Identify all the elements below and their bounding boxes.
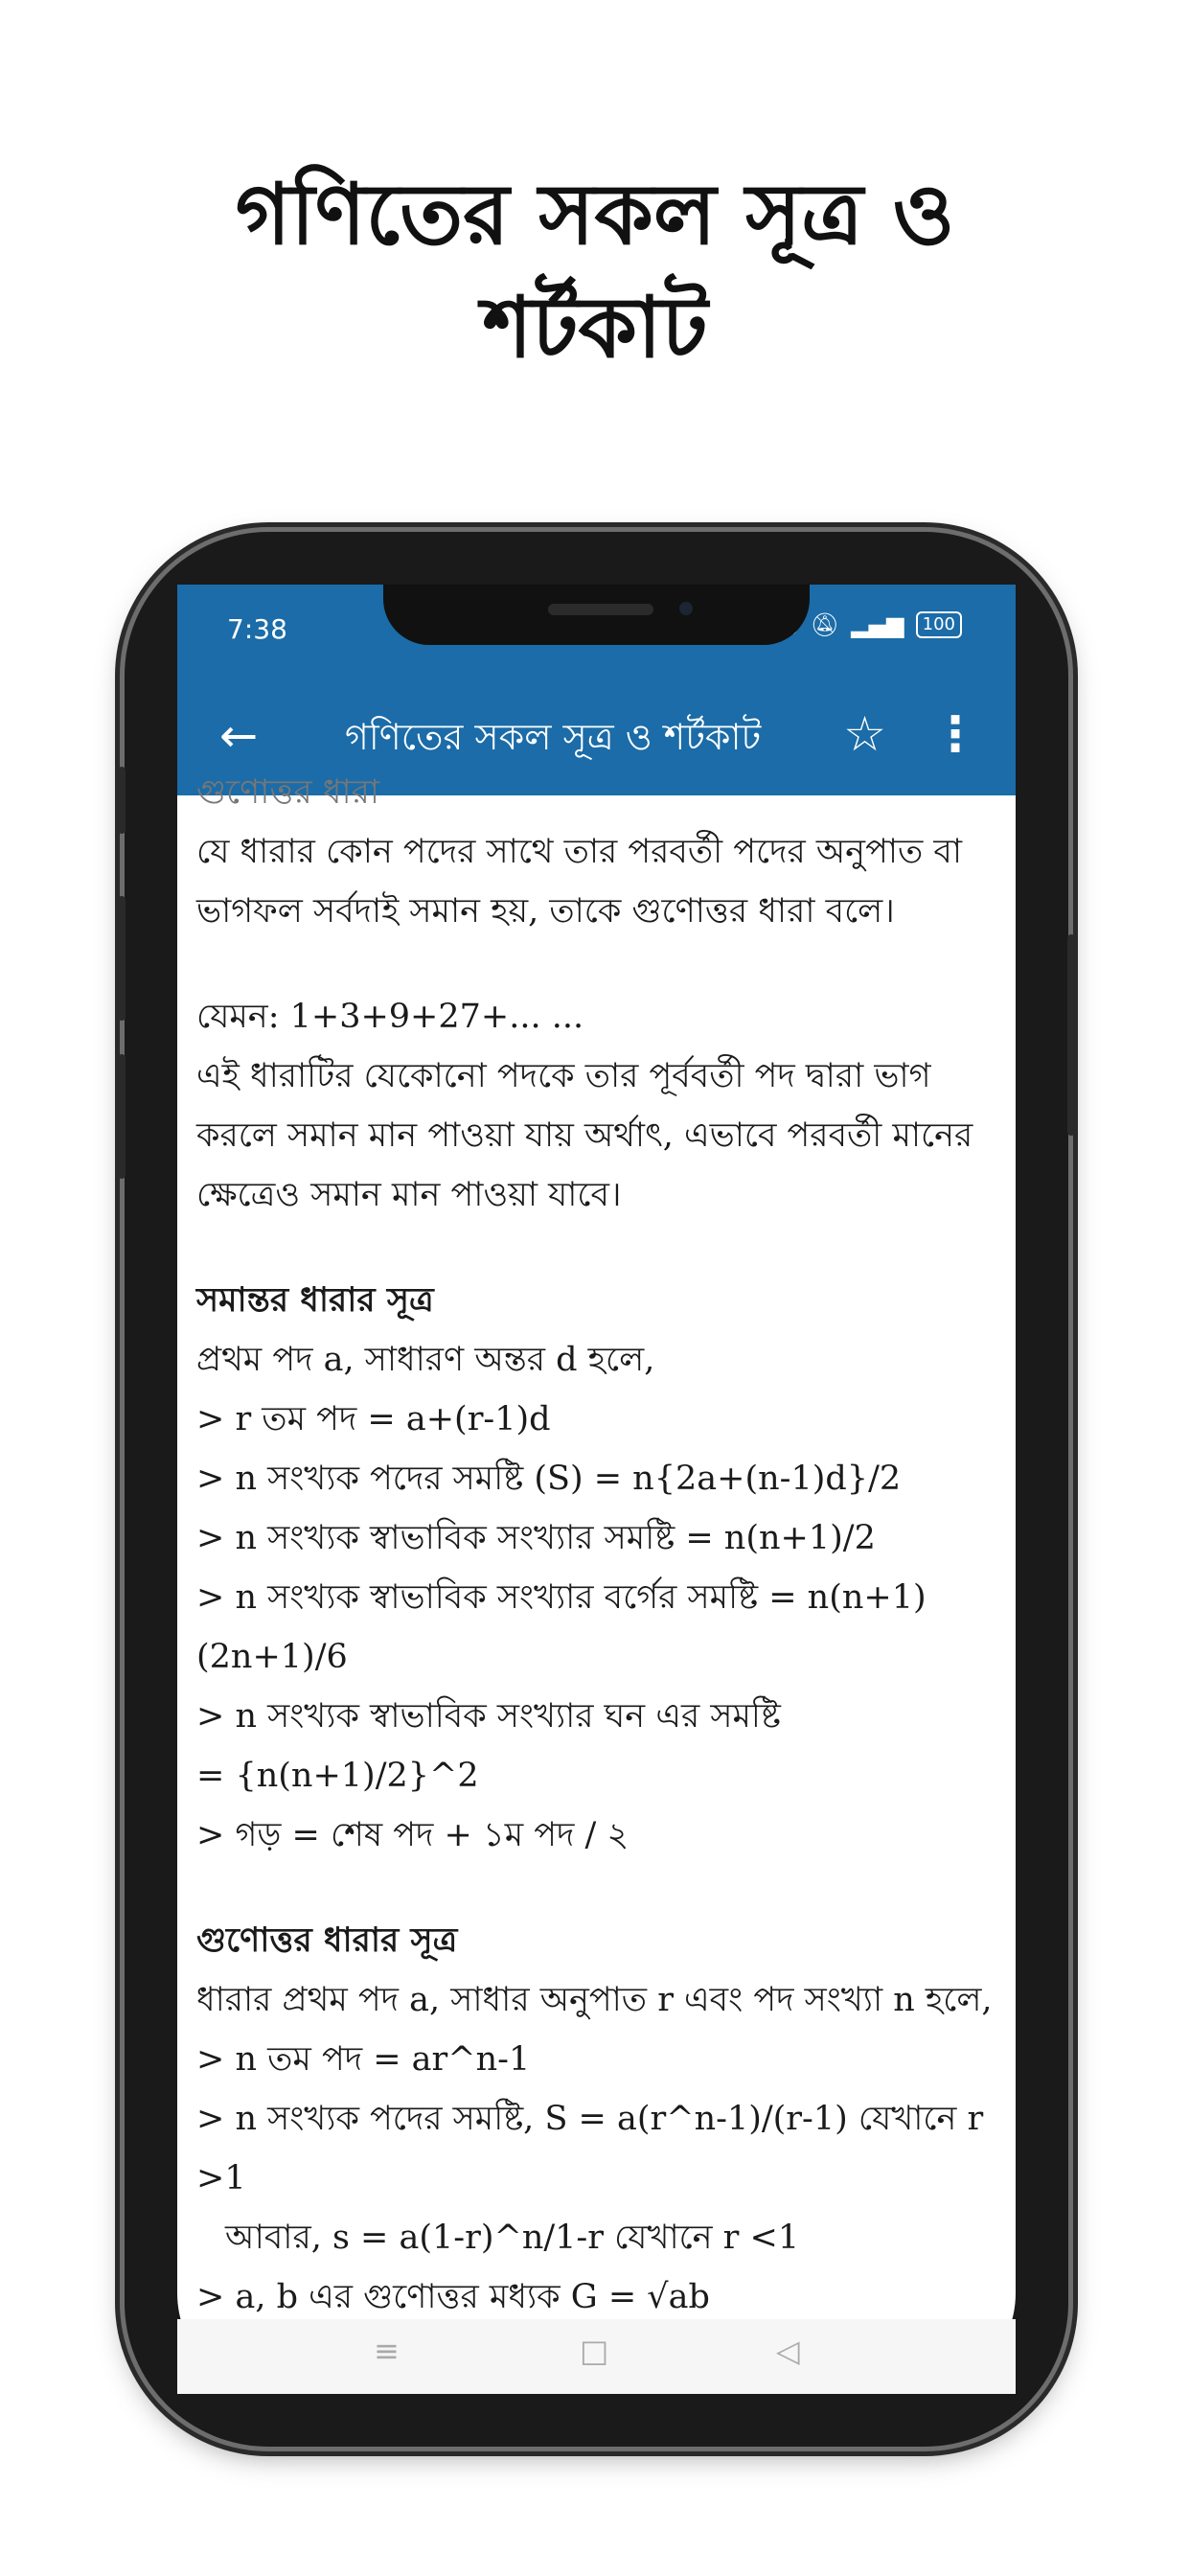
section-heading-arithmetic: সমান্তর ধারার সূত্র (196, 1280, 434, 1320)
camera-notch (383, 585, 810, 645)
blank-line (196, 1225, 996, 1271)
content-line: ক্ষেত্রেও সমান মান পাওয়া যাবে। (196, 1176, 622, 1214)
content-line: যেমন: 1+3+9+27+... ... (196, 998, 584, 1036)
promo-headline (0, 158, 1190, 384)
home-icon[interactable]: □ (580, 2333, 609, 2369)
phone-volume-down (118, 1054, 126, 1179)
app-title: গণিতের সকল সূত্র ও শর্টকাট (345, 716, 762, 758)
battery-icon: 100 (916, 611, 962, 638)
formula-line: >1 (196, 2159, 246, 2197)
formula-line: আবার, s = a(1-r)^n/1-r যেখানে r <1 (225, 2219, 800, 2257)
blank-line (196, 941, 996, 987)
blank-line (196, 1865, 996, 1911)
formula-line: > n সংখ্যক স্বাভাবিক সংখ্যার ঘন এর সমষ্টি (196, 1697, 781, 1736)
formula-line: > n সংখ্যক স্বাভাবিক সংখ্যার সমষ্টি = n(n+1)/2 (196, 1519, 876, 1557)
content-line: প্রথম পদ a, সাধারণ অন্তর d হলে, (196, 1341, 655, 1379)
formula-line: > n সংখ্যক পদের সমষ্টি (S) = n{2a+(n-1)d}/2 (196, 1460, 902, 1498)
more-options-icon[interactable]: ⋮ (931, 706, 979, 762)
phone-volume-up (118, 896, 126, 1021)
content-line: ধারার প্রথম পদ a, সাধার অনুপাত r এবং পদ সংখ্যা n হলে, (196, 1981, 993, 2019)
nav-back-icon[interactable]: ◁ (776, 2333, 800, 2369)
content-line: ভাগফল সর্বদাই সমান হয়, তাকে গুণোত্তর ধারা বলে। (196, 892, 895, 931)
section-heading-geometric: গুণোত্তর ধারার সূত্র (196, 1920, 458, 1960)
phone-mute-switch (118, 767, 126, 834)
phone-power-button (1067, 934, 1075, 1136)
status-time: 7:38 (227, 613, 287, 645)
formula-line: = {n(n+1)/2}^2 (196, 1757, 479, 1795)
formula-line: (2n+1)/6 (196, 1638, 348, 1676)
formula-line: > r তম পদ = a+(r-1)d (196, 1400, 551, 1438)
formula-line: > n সংখ্যক পদের সমষ্টি, S = a(r^n-1)/(r-1) যেখানে r (196, 2100, 984, 2138)
mute-icon: 🔕︎ (810, 611, 840, 638)
content-text-area (196, 773, 996, 2319)
headline-line-1: গণিতের সকল সূত্র ও (235, 165, 955, 264)
speaker-grille (548, 604, 653, 615)
formula-line: > n সংখ্যক স্বাভাবিক সংখ্যার বর্গের সমষ্টি = n(n+1) (196, 1578, 927, 1617)
phone-screen (177, 585, 1016, 2394)
formula-line: > গড় = শেষ পদ + ১ম পদ / ২ (196, 1816, 629, 1854)
content-line: যে ধারার কোন পদের সাথে তার পরবর্তী পদের অনুপাত বা (196, 833, 962, 871)
signal-icon: ▂▄▆ (851, 611, 904, 638)
headline-line-2: শর্টকাট (482, 278, 708, 377)
formula-line: > n তম পদ = ar^n-1 (196, 2040, 531, 2079)
favorite-star-icon[interactable]: ☆ (843, 706, 886, 762)
formula-line: > a, b এর গুণোত্তর মধ্যক G = √ab (196, 2278, 710, 2316)
recents-icon[interactable]: ≡ (374, 2333, 400, 2369)
content-line: করলে সমান মান পাওয়া যায় অর্থাৎ, এভাবে পরবর্তী মানের (196, 1116, 973, 1155)
content-line: এই ধারাটির যেকোনো পদকে তার পূর্ববর্তী পদ দ্বারা ভাগ (196, 1057, 931, 1095)
content-line: গুণোত্তর ধারা (196, 773, 379, 812)
back-arrow-icon[interactable]: ← (219, 709, 259, 763)
front-camera (675, 598, 697, 619)
system-nav-bar (177, 2319, 1016, 2394)
